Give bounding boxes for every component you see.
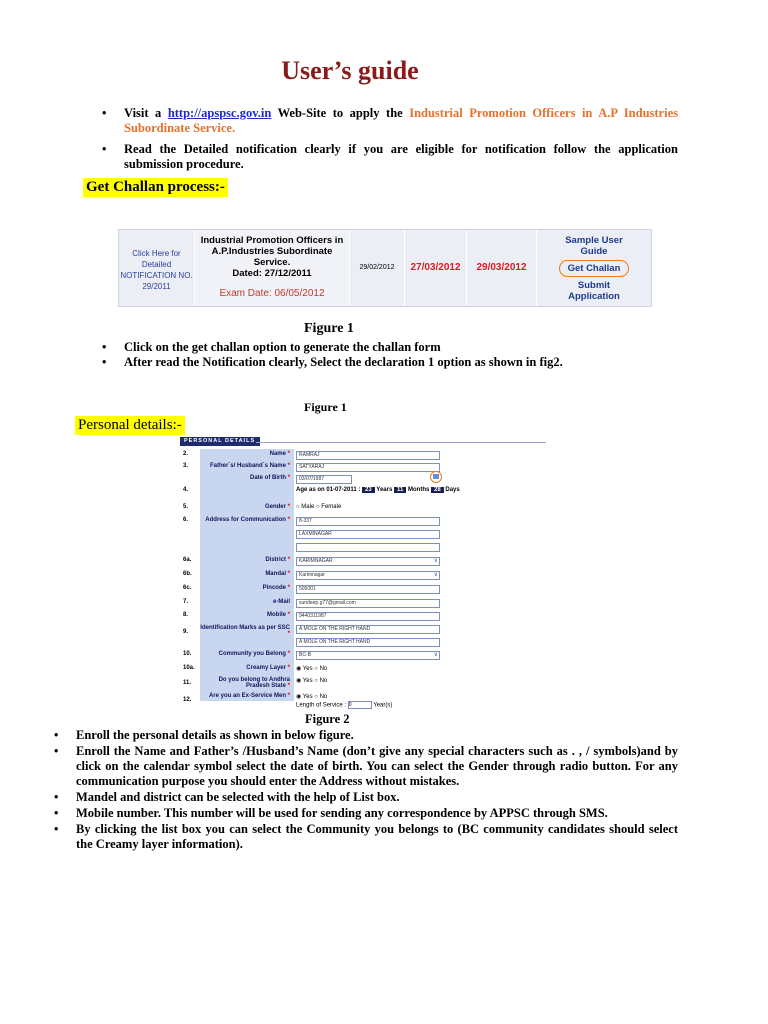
- row-number: 6a.: [183, 557, 192, 563]
- row-number: 2.: [183, 451, 189, 457]
- female-label: Female: [321, 504, 342, 510]
- dob-input[interactable]: 03/07/1987: [296, 475, 352, 484]
- label-text: Identification Marks as per SSC: [200, 625, 290, 631]
- age-readout: [296, 487, 460, 493]
- address-line2-input[interactable]: LAXMINAGAR: [296, 530, 440, 539]
- row-number: 6b.: [183, 571, 192, 577]
- community-select[interactable]: BC-B ∨: [296, 651, 440, 660]
- age-months-label: Months: [408, 487, 430, 493]
- intro-item-read: • Read the Detailed notification clearly if you are eligible for notification follow the application submission procedure.: [100, 142, 678, 172]
- get-challan-button[interactable]: Get Challan: [559, 260, 630, 277]
- gender-label: Gender *: [264, 504, 290, 510]
- label-text: Mobile: [266, 612, 286, 618]
- male-radio[interactable]: ○ Male: [296, 504, 315, 510]
- label-text: Date of Birth: [249, 475, 286, 481]
- notification-link-line: Detailed: [141, 260, 172, 269]
- mandal-label: Mandal *: [265, 571, 290, 577]
- personal-heading-text: Personal details:-: [75, 416, 185, 435]
- label-text: Address for Communication: [205, 517, 286, 523]
- row-number: 8.: [183, 612, 189, 618]
- andhra-no-radio[interactable]: ○ No: [314, 678, 328, 684]
- figure2-caption: Figure 2: [305, 712, 350, 726]
- community-label: Community you Belong *: [218, 651, 290, 657]
- female-radio[interactable]: ○ Female: [315, 504, 342, 510]
- exam-date: Exam Date: 06/05/2012: [219, 288, 325, 299]
- mandal-select[interactable]: Karimnagar ∨: [296, 571, 440, 580]
- challan-heading-text: Get Challan process:-: [83, 178, 228, 197]
- start-date: 29/02/2012: [350, 230, 405, 306]
- row-number: 10a.: [183, 665, 195, 671]
- age-years: 23: [362, 487, 375, 493]
- figure1b-caption: Figure 1: [304, 400, 347, 414]
- gender-radios: [296, 504, 341, 510]
- ex-service-radios: [296, 693, 327, 700]
- intro-text: Visit a: [124, 106, 168, 120]
- label-text: District: [265, 557, 286, 563]
- intro-item-visit: [100, 106, 678, 136]
- row-number: 5.: [183, 504, 189, 510]
- row-number: 7.: [183, 599, 189, 605]
- yes-label: Yes: [302, 666, 313, 672]
- row-number: 9.: [183, 629, 189, 635]
- submit-line: Submit: [577, 280, 611, 291]
- row-number: 6c.: [183, 585, 192, 591]
- label-text: Father`s/ Husband`s Name: [209, 463, 286, 469]
- label-text: Pincode: [262, 585, 286, 591]
- sample-guide-link[interactable]: [537, 235, 651, 257]
- mobile-label: Mobile *: [266, 612, 290, 618]
- length-input[interactable]: 0: [348, 701, 372, 709]
- age-days-label: Days: [445, 487, 460, 493]
- age-days: 28: [431, 487, 444, 493]
- andhra-label: Do you belong to Andhra Pradesh State *: [218, 677, 290, 689]
- label-text: Do you belong to Andhra Pradesh State: [218, 677, 290, 689]
- notification-table: [118, 229, 652, 307]
- submit-line: Application: [568, 291, 620, 302]
- actions-cell: [537, 230, 651, 306]
- notification-link-line: NOTIFICATION NO.: [120, 271, 193, 280]
- post-title-line: Service.: [253, 257, 291, 268]
- fig2-bullet: • Mobile number. This number will be used for sending any correspondence by APPSC through SMS.: [52, 806, 678, 821]
- district-select[interactable]: KARIMNAGAR ∨: [296, 557, 440, 566]
- fig2-bullet: • Enroll the personal details as shown in below figure.: [52, 728, 678, 743]
- creamy-layer-label: Creamy Layer *: [246, 665, 290, 671]
- name-input[interactable]: RAMRAJ: [296, 451, 440, 460]
- label-text: Community you Belong: [218, 651, 286, 657]
- fig1-bullet: • Click on the get challan option to generate the challan form: [100, 340, 678, 355]
- label-text: e-Mail: [272, 599, 290, 605]
- address-line3-input[interactable]: [296, 543, 440, 552]
- fig1-bullet: • After read the Notification clearly, Select the declaration 1 option as shown in fig2.: [100, 355, 678, 370]
- row-number: 6.: [183, 517, 189, 523]
- years-label: Year(s): [373, 702, 393, 709]
- post-title-line: A.P.Industries Subordinate: [211, 246, 333, 257]
- address-label: Address for Communication *: [205, 517, 290, 523]
- age-months: 11: [394, 487, 406, 493]
- figure1-caption: Figure 1: [304, 321, 354, 336]
- email-input[interactable]: sundeep.g77@gmail.com: [296, 599, 440, 608]
- personal-details-form: [180, 437, 548, 707]
- father-name-label: Father`s/ Husband`s Name *: [209, 463, 290, 469]
- label-text: Name: [269, 451, 286, 457]
- no-label: No: [319, 678, 328, 684]
- identification-input-1[interactable]: A MOLE ON THE RIGHT HAND: [296, 625, 440, 634]
- form-header: PERSONAL DETAILS: [180, 437, 260, 446]
- form-header-rule: [256, 442, 546, 443]
- mobile-input[interactable]: 9440311987: [296, 612, 440, 621]
- notification-link-line: 29/2011: [142, 282, 171, 291]
- pincode-label: Pincode *: [262, 585, 290, 591]
- sample-guide-line: Guide: [580, 246, 608, 257]
- yes-label: Yes: [302, 694, 313, 700]
- submit-application-link[interactable]: [537, 280, 651, 302]
- label-text: Mandal: [265, 571, 286, 577]
- male-label: Male: [301, 504, 315, 510]
- name-label: Name *: [269, 451, 290, 457]
- intro-list: [100, 106, 678, 178]
- father-name-input[interactable]: SATYARAJ: [296, 463, 440, 472]
- age-label: Age as on 01-07-2011 :: [296, 487, 361, 493]
- page-title: User’s guide: [281, 56, 419, 85]
- andhra-yes-radio[interactable]: ◉ Yes: [296, 678, 313, 684]
- fig1-bullets: [100, 340, 678, 370]
- ex-service-no-radio[interactable]: ○ No: [314, 694, 328, 700]
- andhra-radios: [296, 677, 327, 684]
- row-number: 10.: [183, 651, 192, 657]
- apspsc-link[interactable]: http://apspsc.gov.in: [167, 106, 272, 120]
- calendar-icon[interactable]: [430, 471, 442, 483]
- length-of-service: [296, 701, 392, 709]
- fig2-bullets: [52, 728, 678, 853]
- label-text: Creamy Layer: [246, 665, 286, 671]
- challan-heading: [83, 178, 228, 197]
- post-title-line: Industrial Promotion Officers in: [200, 235, 344, 246]
- email-label: [200, 599, 290, 605]
- age-years-label: Years: [376, 487, 393, 493]
- fig2-bullet: • By clicking the list box you can select the Community you belongs to (BC community candidates should select the Creamy layer information).: [52, 822, 678, 852]
- row-number: 4.: [183, 487, 189, 493]
- intro-text-mid: Web-Site to apply the: [271, 106, 410, 120]
- yes-label: Yes: [302, 678, 313, 684]
- row-number: 12.: [183, 697, 192, 703]
- pincode-input[interactable]: 505001: [296, 585, 440, 594]
- no-label: No: [319, 666, 328, 672]
- creamy-no-radio[interactable]: ○ No: [314, 666, 328, 672]
- last-date: 27/03/2012: [405, 230, 467, 306]
- label-text: Gender: [264, 504, 286, 510]
- address-line1-input[interactable]: 8-337: [296, 517, 440, 526]
- notification-link-line: Click Here for: [132, 249, 181, 258]
- sample-guide-line: Sample User: [565, 235, 623, 246]
- row-number: 3.: [183, 463, 189, 469]
- fig2-bullet: • Enroll the Name and Father’s /Husband’s Name (don’t give any special characters such as . , / symbols)and by click on the calendar symbol select the date of birth. You can select the Gender through radio button. For any communication purpose you should enter the Address without mistakes.: [52, 744, 678, 789]
- no-label: No: [319, 694, 328, 700]
- district-label: District *: [265, 557, 290, 563]
- label-text: Are you an Ex-Service Men: [208, 693, 286, 699]
- length-label: Length of Service :: [296, 702, 347, 709]
- ex-service-label: Are you an Ex-Service Men *: [208, 693, 290, 699]
- post-title-line: Dated: 27/12/2011: [232, 268, 312, 279]
- identification-input-2[interactable]: A MOLE ON THE RIGHT HAND: [296, 638, 440, 647]
- creamy-yes-radio[interactable]: ◉ Yes: [296, 666, 313, 672]
- ex-service-yes-radio[interactable]: ◉ Yes: [296, 694, 313, 700]
- post-name: Industrial Promotion Officers in A.P Industries Subordinate Service.: [124, 106, 678, 135]
- creamy-layer-radios: [296, 665, 327, 672]
- identification-label: Identification Marks as per SSC *: [200, 625, 290, 637]
- dob-label: Date of Birth *: [249, 475, 290, 481]
- fig2-bullet: • Mandel and district can be selected with the help of List box.: [52, 790, 678, 805]
- fee-date: 29/03/2012: [467, 230, 537, 306]
- post-title-cell: [195, 230, 350, 306]
- notification-link[interactable]: [119, 230, 195, 306]
- personal-heading: [75, 416, 185, 435]
- row-number: 11.: [183, 680, 192, 686]
